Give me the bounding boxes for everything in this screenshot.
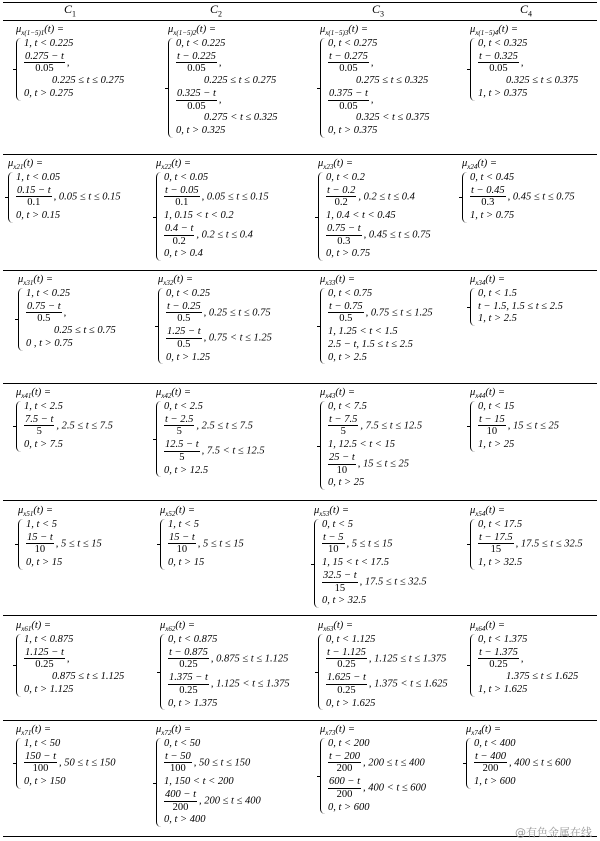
membership-function-r2-c1 xyxy=(8,158,121,227)
piecewise-case: $\frac{12.5 - t}{5}$ , 7.5 < t ≤ 12.5 xyxy=(165,439,265,463)
row-divider xyxy=(3,720,597,721)
table-bottom-rule xyxy=(3,836,597,837)
piecewise-case: 1, t < 0.05 xyxy=(16,171,61,183)
piecewise-case: $\frac{t - 0.2}{0.2}$ , 0.2 ≤ t ≤ 0.4 xyxy=(327,184,415,209)
function-title: $\mu_{x54}(t)$ = xyxy=(470,505,506,519)
membership-function-r2-c3 xyxy=(318,158,431,265)
function-title: $\mu_{x34}(t)$ = xyxy=(470,274,506,288)
table-top-rule xyxy=(3,2,597,3)
column-header-c2: $C_2$ xyxy=(210,2,223,19)
membership-function-r1-c3 xyxy=(320,24,430,142)
piecewise-case: t − 1.5, 1.5 ≤ t ≤ 2.5 xyxy=(478,300,563,312)
membership-function-r5-c4 xyxy=(470,505,583,574)
piecewise-case: 0, t > 15 xyxy=(26,557,63,569)
piecewise-brace xyxy=(156,172,269,261)
piecewise-case: 0, t < 5 xyxy=(322,518,354,530)
piecewise-case: $\frac{0.75 - t}{0.5}$ , 0.25 ≤ t ≤ 0.75 xyxy=(27,300,116,337)
piecewise-case: 0, t > 1.375 xyxy=(168,697,218,709)
piecewise-case: 0, t < 0.875 xyxy=(168,633,218,645)
piecewise-brace xyxy=(318,172,431,261)
piecewise-case: 0, t < 15 xyxy=(478,400,515,412)
membership-function-r6-c3 xyxy=(318,620,448,714)
function-title: $\mu_{x51}(t)$ = xyxy=(18,505,54,519)
piecewise-brace xyxy=(470,38,578,101)
piecewise-case: 0, t > 1.125 xyxy=(24,683,74,695)
piecewise-case: 0, t > 0.325 xyxy=(176,125,226,137)
piecewise-case: $\frac{0.275 - t}{0.05}$ , 0.225 ≤ t ≤ 0.275 xyxy=(25,50,125,87)
piecewise-case: $\frac{t - 17.5}{15}$ , 17.5 ≤ t ≤ 32.5 xyxy=(479,531,583,556)
piecewise-case: $\frac{t - 1.375}{0.25}$ , 1.375 ≤ t ≤ 1.625 xyxy=(479,646,579,683)
function-title: $\mu_{x42}(t)$ = xyxy=(156,387,192,401)
piecewise-case: 0, t < 200 xyxy=(328,737,370,749)
function-title: $\mu_{x(1-5)1}(t)$ = xyxy=(16,24,64,38)
piecewise-brace xyxy=(314,519,427,608)
piecewise-brace xyxy=(18,288,116,351)
piecewise-case: 1, 12.5 < t < 15 xyxy=(328,439,395,451)
piecewise-case: $\frac{25 - t}{10}$ , 15 ≤ t ≤ 25 xyxy=(329,451,409,476)
piecewise-case: $\frac{t - 7.5}{5}$ , 7.5 ≤ t ≤ 12.5 xyxy=(329,413,423,438)
piecewise-case: 0, t > 15 xyxy=(168,557,205,569)
piecewise-case: 1, 15 < t < 17.5 xyxy=(322,557,389,569)
piecewise-brace xyxy=(158,288,272,365)
piecewise-case: 0 , t > 0.75 xyxy=(26,337,73,349)
membership-function-r3-c2 xyxy=(158,274,272,368)
piecewise-case: 0, t < 0.275 xyxy=(328,37,378,49)
piecewise-case: 1, t > 2.5 xyxy=(478,313,517,325)
piecewise-brace xyxy=(156,738,261,827)
piecewise-case: 0, t > 7.5 xyxy=(24,439,63,451)
function-title: $\mu_{x24}(t)$ = xyxy=(462,158,498,172)
piecewise-case: $\frac{t - 0.875}{0.25}$ , 0.875 ≤ t ≤ 1.125 xyxy=(169,646,289,671)
row-divider xyxy=(3,500,597,501)
piecewise-case: $\frac{t - 15}{10}$ , 15 ≤ t ≤ 25 xyxy=(479,413,559,438)
function-title: $\mu_{x74}(t)$ = xyxy=(466,724,502,738)
membership-function-r3-c3 xyxy=(320,274,433,368)
piecewise-case: $\frac{t - 200}{200}$ , 200 ≤ t ≤ 400 xyxy=(329,750,425,775)
piecewise-brace xyxy=(16,738,115,789)
piecewise-case: 1, 1.25 < t < 1.5 xyxy=(328,326,398,338)
watermark: @有色金属在线 xyxy=(515,825,592,839)
function-title: $\mu_{x61}(t)$ = xyxy=(16,620,52,634)
membership-function-r3-c1 xyxy=(18,274,116,354)
piecewise-case: $\frac{15 - t}{10}$ , 5 ≤ t ≤ 15 xyxy=(27,531,102,556)
piecewise-case: 1, t < 5 xyxy=(26,518,58,530)
piecewise-brace xyxy=(8,172,121,223)
piecewise-case: 0, t < 50 xyxy=(164,737,201,749)
function-title: $\mu_{x63}(t)$ = xyxy=(318,620,354,634)
membership-function-r6-c4 xyxy=(470,620,578,700)
piecewise-brace xyxy=(16,38,124,101)
piecewise-brace xyxy=(320,738,426,815)
piecewise-brace xyxy=(156,401,265,478)
piecewise-case: 0, t > 12.5 xyxy=(164,464,209,476)
piecewise-case: 0, t < 1.5 xyxy=(478,287,517,299)
piecewise-case: 0, t < 0.45 xyxy=(470,171,515,183)
piecewise-case: 1, t < 5 xyxy=(168,518,200,530)
piecewise-brace xyxy=(470,519,583,570)
function-title: $\mu_{x64}(t)$ = xyxy=(470,620,506,634)
piecewise-case: $\frac{0.375 - t}{0.05}$ , 0.325 < t ≤ 0.375 xyxy=(329,87,430,124)
piecewise-case: 0, t > 150 xyxy=(24,776,66,788)
row-divider xyxy=(3,154,597,155)
piecewise-case: 0, t < 400 xyxy=(474,737,516,749)
column-header-c3: $C_3$ xyxy=(372,2,385,19)
membership-function-r3-c4 xyxy=(470,274,563,330)
piecewise-case: $\frac{1.625 - t}{0.25}$ , 1.375 < t ≤ 1.625 xyxy=(327,672,448,696)
piecewise-brace xyxy=(470,401,559,452)
piecewise-brace xyxy=(168,38,278,138)
piecewise-case: 0, t < 0.325 xyxy=(478,37,528,49)
row-divider xyxy=(3,615,597,616)
function-title: $\mu_{x23}(t)$ = xyxy=(318,158,354,172)
piecewise-case: 0, t > 400 xyxy=(164,814,206,826)
piecewise-brace xyxy=(318,634,448,711)
function-title: $\mu_{x(1-5)4}(t)$ = xyxy=(470,24,518,38)
piecewise-brace xyxy=(16,401,113,452)
function-title: $\mu_{x72}(t)$ = xyxy=(156,724,192,738)
piecewise-case: $\frac{t - 50}{100}$ , 50 ≤ t ≤ 150 xyxy=(165,750,251,775)
function-title: $\mu_{x52}(t)$ = xyxy=(160,505,196,519)
piecewise-case: $\frac{t - 5}{10}$ , 5 ≤ t ≤ 15 xyxy=(323,531,393,556)
piecewise-case: $\frac{t - 0.275}{0.05}$ , 0.275 ≤ t ≤ 0.325 xyxy=(329,50,429,87)
piecewise-case: $\frac{0.75 - t}{0.3}$ , 0.45 ≤ t ≤ 0.75 xyxy=(327,222,431,247)
piecewise-case: $\frac{t - 0.05}{0.1}$ , 0.05 ≤ t ≤ 0.15 xyxy=(165,184,269,209)
membership-function-r4-c2 xyxy=(156,387,265,481)
membership-function-r6-c2 xyxy=(160,620,290,714)
membership-function-r1-c4 xyxy=(470,24,578,104)
piecewise-case: $\frac{0.325 - t}{0.05}$ , 0.275 < t ≤ 0.325 xyxy=(177,87,278,124)
piecewise-case: 0, t > 0.275 xyxy=(24,87,74,99)
piecewise-case: 1, t > 25 xyxy=(478,439,515,451)
membership-function-r7-c1 xyxy=(16,724,115,793)
piecewise-case: 2.5 − t, 1.5 ≤ t ≤ 2.5 xyxy=(328,338,413,350)
function-title: $\mu_{x44}(t)$ = xyxy=(470,387,506,401)
function-title: $\mu_{x21}(t)$ = xyxy=(8,158,44,172)
membership-function-r7-c4 xyxy=(466,724,571,793)
piecewise-case: 0, t < 1.125 xyxy=(326,633,376,645)
membership-function-r6-c1 xyxy=(16,620,124,700)
piecewise-case: $\frac{t - 0.225}{0.05}$ , 0.225 ≤ t ≤ 0.275 xyxy=(177,50,277,87)
membership-function-r1-c2 xyxy=(168,24,278,142)
piecewise-case: $\frac{t - 400}{200}$ , 400 ≤ t ≤ 600 xyxy=(475,750,571,775)
piecewise-brace xyxy=(320,38,430,138)
piecewise-case: $\frac{t - 0.75}{0.5}$ , 0.75 ≤ t ≤ 1.25 xyxy=(329,300,433,325)
piecewise-brace xyxy=(160,519,244,570)
function-title: $\mu_{x62}(t)$ = xyxy=(160,620,196,634)
piecewise-case: $\frac{1.125 - t}{0.25}$ , 0.875 ≤ t ≤ 1.125 xyxy=(25,646,125,683)
function-title: $\mu_{x73}(t)$ = xyxy=(320,724,356,738)
piecewise-case: 1, t > 0.375 xyxy=(478,87,528,99)
piecewise-case: $\frac{0.4 - t}{0.2}$ , 0.2 ≤ t ≤ 0.4 xyxy=(165,222,253,247)
piecewise-brace xyxy=(16,634,124,697)
piecewise-case: 0, t > 600 xyxy=(328,801,370,813)
piecewise-case: $\frac{t - 0.25}{0.5}$ , 0.25 ≤ t ≤ 0.75 xyxy=(167,300,271,325)
membership-function-r5-c3 xyxy=(314,505,427,612)
piecewise-brace xyxy=(320,401,422,490)
piecewise-case: $\frac{400 - t}{200}$ , 200 ≤ t ≤ 400 xyxy=(165,788,261,813)
piecewise-case: 0, t > 0.4 xyxy=(164,248,203,260)
membership-function-r2-c4 xyxy=(462,158,575,227)
piecewise-case: 0, t < 0.25 xyxy=(166,287,211,299)
piecewise-case: $\frac{t - 0.325}{0.05}$ , 0.325 ≤ t ≤ 0.375 xyxy=(479,50,579,87)
piecewise-case: $\frac{t - 1.125}{0.25}$ , 1.125 ≤ t ≤ 1.375 xyxy=(327,646,447,671)
piecewise-case: 1, t < 0.225 xyxy=(24,37,74,49)
piecewise-case: 0, t > 2.5 xyxy=(328,351,367,363)
piecewise-case: 0, t > 32.5 xyxy=(322,595,367,607)
piecewise-case: 1, t < 50 xyxy=(24,737,61,749)
row-divider xyxy=(3,383,597,384)
piecewise-case: 1, t < 2.5 xyxy=(24,400,63,412)
header-rule xyxy=(3,20,597,21)
piecewise-case: 0, t > 0.75 xyxy=(326,248,371,260)
row-divider xyxy=(3,270,597,271)
piecewise-case: 0, t > 0.375 xyxy=(328,125,378,137)
piecewise-case: $\frac{1.25 - t}{0.5}$ , 0.75 < t ≤ 1.25 xyxy=(167,326,272,350)
piecewise-brace xyxy=(466,738,571,789)
membership-function-r4-c4 xyxy=(470,387,559,456)
piecewise-brace xyxy=(160,634,290,711)
membership-function-r1-c1 xyxy=(16,24,124,104)
membership-function-r4-c3 xyxy=(320,387,422,494)
membership-function-r2-c2 xyxy=(156,158,269,265)
piecewise-brace xyxy=(462,172,575,223)
function-title: $\mu_{x(1-5)2}(t)$ = xyxy=(168,24,216,38)
piecewise-case: 0, t < 1.375 xyxy=(478,633,528,645)
piecewise-case: 0, t > 0.15 xyxy=(16,210,61,222)
piecewise-brace xyxy=(320,288,433,365)
piecewise-case: 1, 150 < t < 200 xyxy=(164,776,234,788)
piecewise-brace xyxy=(18,519,102,570)
membership-function-r5-c1 xyxy=(18,505,102,574)
membership-function-r7-c3 xyxy=(320,724,426,818)
piecewise-case: 0, t > 1.25 xyxy=(166,351,211,363)
function-title: $\mu_{x53}(t)$ = xyxy=(314,505,350,519)
piecewise-case: 0, t > 1.625 xyxy=(326,697,376,709)
piecewise-case: 1, t > 1.625 xyxy=(478,683,528,695)
piecewise-case: $\frac{1.375 - t}{0.25}$ , 1.125 < t ≤ 1.375 xyxy=(169,672,290,696)
function-title: $\mu_{x41}(t)$ = xyxy=(16,387,52,401)
piecewise-case: 1, t > 32.5 xyxy=(478,557,523,569)
piecewise-brace xyxy=(470,634,578,697)
piecewise-case: 1, t < 0.875 xyxy=(24,633,74,645)
piecewise-case: 1, 0.4 < t < 0.45 xyxy=(326,210,396,222)
piecewise-case: 0, t > 25 xyxy=(328,477,365,489)
piecewise-case: $\frac{0.15 - t}{0.1}$ , 0.05 ≤ t ≤ 0.15 xyxy=(17,184,121,209)
piecewise-case: $\frac{32.5 - t}{15}$ , 17.5 ≤ t ≤ 32.5 xyxy=(323,569,427,594)
piecewise-case: 1, t < 0.25 xyxy=(26,287,71,299)
function-title: $\mu_{x22}(t)$ = xyxy=(156,158,192,172)
column-header-c4: $C_4$ xyxy=(520,2,533,19)
piecewise-brace xyxy=(470,288,563,326)
piecewise-case: 0, t < 0.05 xyxy=(164,171,209,183)
function-title: $\mu_{x31}(t)$ = xyxy=(18,274,54,288)
function-title: $\mu_{x33}(t)$ = xyxy=(320,274,356,288)
membership-function-r7-c2 xyxy=(156,724,261,831)
piecewise-case: 1, t > 0.75 xyxy=(470,210,515,222)
piecewise-case: $\frac{600 - t}{200}$ , 400 < t ≤ 600 xyxy=(329,776,427,800)
piecewise-case: 0, t < 2.5 xyxy=(164,400,203,412)
piecewise-case: $\frac{t - 0.45}{0.3}$ , 0.45 ≤ t ≤ 0.75 xyxy=(471,184,575,209)
function-title: $\mu_{x32}(t)$ = xyxy=(158,274,194,288)
piecewise-case: 0, t < 0.225 xyxy=(176,37,226,49)
piecewise-case: 1, 0.15 < t < 0.2 xyxy=(164,210,234,222)
membership-function-r4-c1 xyxy=(16,387,113,456)
piecewise-case: 1, t > 600 xyxy=(474,776,516,788)
function-title: $\mu_{x71}(t)$ = xyxy=(16,724,52,738)
piecewise-case: $\frac{15 - t}{10}$ , 5 ≤ t ≤ 15 xyxy=(169,531,244,556)
piecewise-case: $\frac{t - 2.5}{5}$ , 2.5 ≤ t ≤ 7.5 xyxy=(165,413,253,438)
column-header-c1: $C_1$ xyxy=(64,2,77,19)
function-title: $\mu_{x43}(t)$ = xyxy=(320,387,356,401)
membership-function-r5-c2 xyxy=(160,505,244,574)
piecewise-case: 0, t < 17.5 xyxy=(478,518,523,530)
piecewise-case: $\frac{150 - t}{100}$ , 50 ≤ t ≤ 150 xyxy=(25,750,116,775)
piecewise-case: 0, t < 0.75 xyxy=(328,287,373,299)
function-title: $\mu_{x(1-5)3}(t)$ = xyxy=(320,24,368,38)
piecewise-case: 0, t < 7.5 xyxy=(328,400,367,412)
piecewise-case: 0, t < 0.2 xyxy=(326,171,365,183)
piecewise-case: $\frac{7.5 - t}{5}$ , 2.5 ≤ t ≤ 7.5 xyxy=(25,413,113,438)
